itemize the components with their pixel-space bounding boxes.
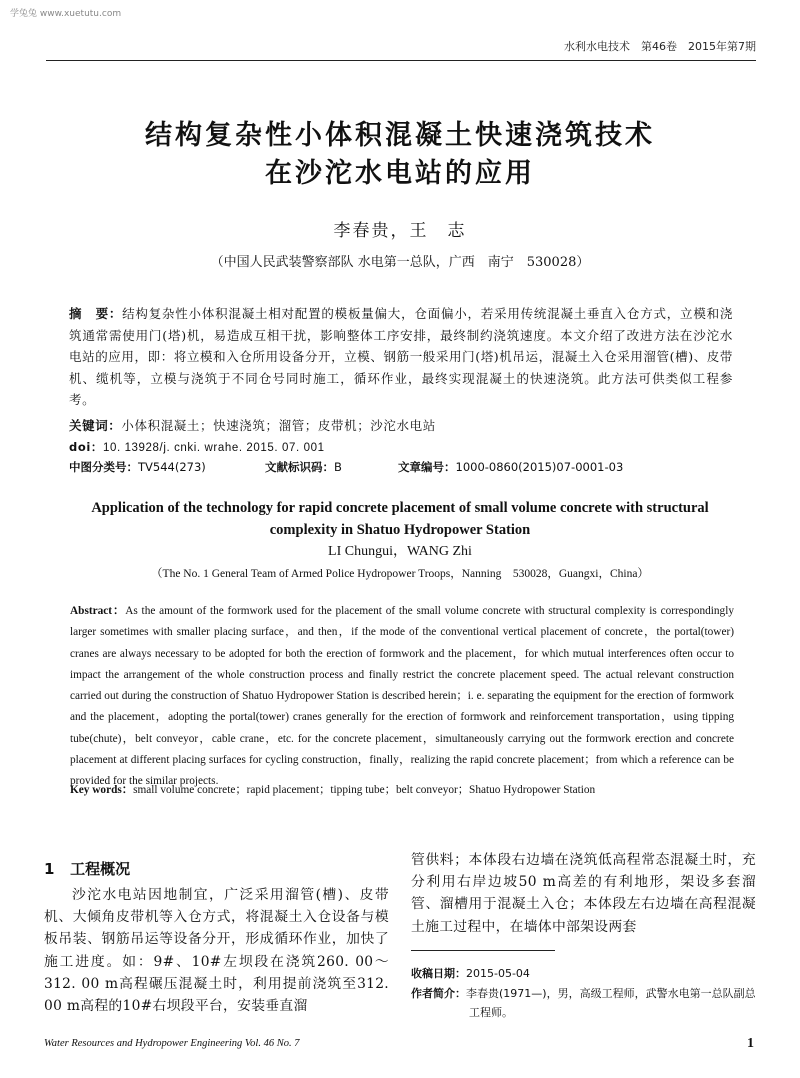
header-rule: [46, 60, 756, 61]
page-number: 1: [747, 1036, 754, 1051]
author-bio-label: 作者简介：: [411, 987, 466, 1000]
doc-code-value: B: [334, 460, 342, 474]
section-heading: [44, 858, 130, 879]
section-number: 1: [44, 860, 55, 878]
doi-text: 10. 13928/j. cnki. wrahe. 2015. 07. 001: [102, 442, 325, 454]
english-abstract: [70, 601, 734, 793]
english-affiliation: （The No. 1 General Team of Armed Police Hydropower Troops，Nanning 530028，Guangxi，China）: [151, 568, 649, 580]
clc-value: TV544(273): [138, 460, 206, 474]
english-title: Application of the technology for rapid concrete placement of small volume concrete with structural complexity in Shatuo Hydropower Station: [91, 500, 709, 538]
abstract-cn: [69, 303, 733, 411]
title-line-2: 在沙沱水电站的应用: [265, 158, 535, 189]
body-left-column: 沙沱水电站因地制宜，广泛采用溜管(槽)、皮带机、大倾角皮带机等入仓方式，将混凝土入仓设备与模板吊装、钢筋吊运等设备分开，形成循环作业，加快了施工进度。如：9#、10#左坝段在浇筑260. 00～312. 00 m高程碾压混凝土时，利用提前浇筑至312. 00 m高程的10#右坝段平台，安装垂直溜: [44, 887, 389, 1015]
english-keywords-label: Key words：: [70, 784, 134, 796]
keywords-cn: [69, 415, 733, 437]
footnote-received: [411, 964, 756, 983]
english-abstract-text: As the amount of the formwork used for the placement of the small volume concrete with structural complexity is correspondingly larger sometimes with smaller placing surface，and then，if the mode of the conventional vertical placement of concrete，the portal(tower) cranes are always necessary to be adopted for both the erection of formwork and the placement，for which mutual interferences often occur to impact the arrangement of the whole construction process and finally restrict the concrete placement speed. The actual relevant construction carried out during the construction of Shatuo Hydropower Station is described herein；i. e. separating the equipment for the erection of formwork and the placement，adopting the portal(tower) cranes generally for the erection of formwork and reinforcement transportation，using tipping tube(chute)，belt conveyor，cable crane，etc. for the concrete placement，simultaneously carrying out the formwork erection and concrete placement at different placing surfaces for cycling construction，finally，realizing the rapid concrete placement；from which a reference can be provided for the similar projects.: [70, 605, 734, 788]
clc-label: 中图分类号：: [69, 460, 138, 474]
title-line-1: 结构复杂性小体积混凝土快速浇筑技术: [145, 120, 655, 151]
doi: [69, 437, 733, 460]
journal-header: 水利水电技术 第46卷 2015年第7期: [564, 40, 756, 53]
english-keywords: [70, 781, 734, 797]
abstract-cn-label: 摘 要：: [69, 306, 123, 321]
affiliation: （中国人民武装警察部队 水电第一总队，广西 南宁 530028）: [210, 255, 590, 270]
footnote-rule: [411, 950, 555, 951]
english-abstract-label: Abstract：: [70, 605, 126, 617]
authors: 李春贵，王 志: [333, 221, 467, 241]
received-date: 2015-05-04: [466, 967, 530, 980]
english-keywords-text: small volume concrete；rapid placement；tipping tube；belt conveyor；Shatuo Hydropower Station: [133, 784, 596, 796]
footnote-author: [411, 984, 756, 1022]
keywords-cn-label: 关键词：: [69, 418, 122, 433]
article-no-value: 1000-0860(2015)07-0001-03: [455, 460, 624, 474]
section-title: 工程概况: [70, 860, 131, 878]
watermark: 学兔兔 www.xuetutu.com: [10, 9, 122, 19]
doi-label: doi：: [69, 440, 103, 454]
author-bio-text: 李春贵(1971—)，男，高级工程师，武警水电第一总队副总工程师。: [466, 987, 756, 1019]
body-right-column: 管供料；本体段右边墙在浇筑低高程常态混凝土时，充分利用右岸边坡50 m高差的有利地形，架设多套溜管、溜槽用于混凝土入仓；本体段左右边墙在高程混凝土施工过程中，在墙体中部架设两套: [411, 852, 756, 935]
article-no-label: 文章编号：: [398, 460, 456, 474]
keywords-cn-text: 小体积混凝土；快速浇筑；溜管；皮带机；沙沱水电站: [121, 418, 436, 433]
english-authors: LI Chungui，WANG Zhi: [328, 544, 472, 559]
journal-footer: Water Resources and Hydropower Engineering Vol. 46 No. 7: [44, 1038, 300, 1049]
abstract-cn-text: 结构复杂性小体积混凝土相对配置的模板量偏大，仓面偏小，若采用传统混凝土垂直入仓方式，立模和浇筑通常需使用门(塔)机，易造成互相干扰，影响整体工序安排，最终制约浇筑速度。本文介绍了改进方法在沙沱水电站的应用，即：将立模和入仓所用设备分开，立模、钢筋一般采用门(塔)机吊运，混凝土入仓采用溜管(槽)、皮带机、缆机等，立模与浇筑于不同仓号同时施工，循环作业，最终实现混凝土的快速浇筑。此方法可供类似工程参考。: [69, 306, 733, 407]
doc-code-label: 文献标识码：: [265, 460, 334, 474]
received-label: 收稿日期：: [411, 967, 466, 980]
